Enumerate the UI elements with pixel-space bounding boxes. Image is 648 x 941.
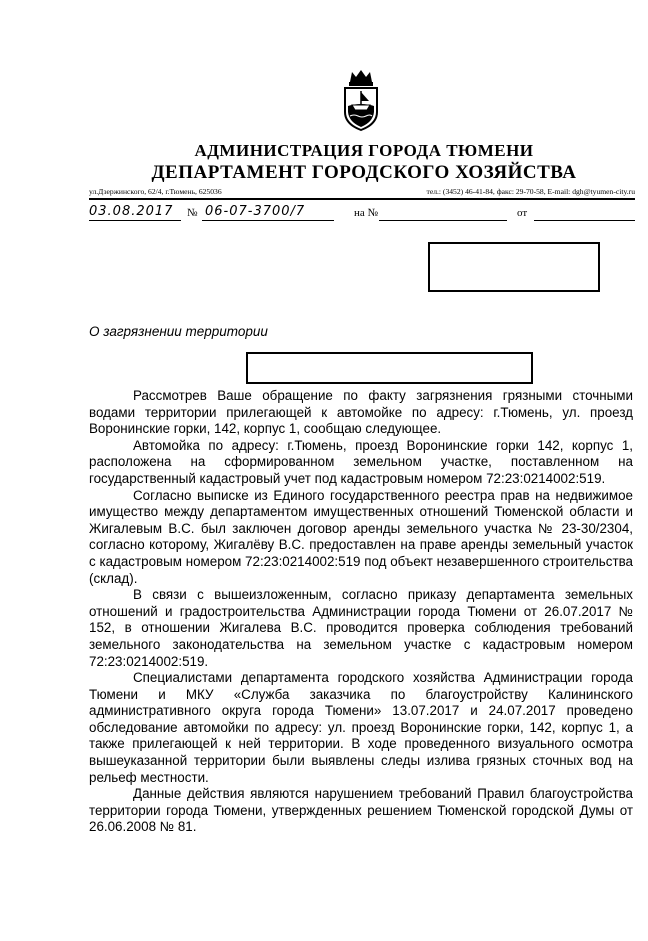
- body-paragraph: В связи с вышеизложенным, согласно приказу департамента земельных отношений и градостроительства Администрации города Тюмени от 26.07.2017 № 152, в отношении Жигалева В.С. проводится проверка соблюдения требований земельного законодательства на земельном участке с кадастровым номером 72:23:0214002:519.: [89, 587, 633, 669]
- redacted-salutation: [246, 352, 533, 384]
- number-underline: [202, 220, 334, 221]
- date-underline: [89, 220, 181, 221]
- body-paragraph: Согласно выписке из Единого государственного реестра прав на недвижимое имущество между департаментом имущественных отношений Тюменской области и Жигалевым В.С. был заключен договор аренды земельного участка № 23-30/2304, согласно которому, Жигалёву В.С. предоставлен на праве аренды земельный участок с кадастровым номером 72:23:0214002:519 под объект незавершенного строительства (склад).: [89, 487, 633, 586]
- registration-number: 06-07-3700/7: [205, 204, 306, 219]
- redacted-addressee: [428, 242, 600, 292]
- header-divider: [89, 198, 635, 200]
- reference-date-label: от: [517, 207, 528, 219]
- body-paragraph: Специалистами департамента городского хозяйства Администрации города Тюмени и МКУ «Служба заказчика по благоустройству Калининского административного округа города Тюмени» 13.07.2017 и 24.07.2017 проведено обследование автомойки по адресу: ул. проезд Воронинские горки, 142, корпус 1, а также прилегающей к ней территории. В ходе проведенного визуального осмотра вышеуказанной территории были выявлены следы излива грязных сточных вод на рельеф местности.: [89, 670, 633, 785]
- tyumen-coat-of-arms-icon: [340, 68, 382, 132]
- registration-number-label: №: [187, 207, 198, 219]
- phone-fax-email: тел.: (3452) 46-41-84, факс: 29-70-58, E-mail: dgh@tyumen-city.ru: [426, 187, 635, 196]
- reference-number-underline: [379, 220, 507, 221]
- reference-date-underline: [534, 220, 635, 221]
- department-title: ДЕПАРТАМЕНТ ГОРОДСКОГО ХОЗЯЙСТВА: [151, 162, 577, 183]
- registration-date: 03.08.2017: [89, 204, 174, 219]
- body-paragraph: Рассмотрев Ваше обращение по факту загрязнения грязными сточными водами территории прилегающей к автомойке по адресу: г.Тюмень, ул. проезд Воронинские горки, 142, корпус 1, сообщаю следующее.: [89, 388, 633, 437]
- body-paragraph: Автомойка по адресу: г.Тюмень, проезд Воронинские горки 142, корпус 1, расположена на сформированном земельном участке, поставленном на государственный кадастровый учет под кадастровым номером 72:23:0214002:519.: [89, 437, 633, 486]
- reference-number-label: на №: [354, 207, 379, 219]
- letter-body: [89, 388, 633, 836]
- organization-title: АДМИНИСТРАЦИЯ ГОРОДА ТЮМЕНИ: [194, 141, 534, 160]
- registration-row: [89, 205, 635, 225]
- body-paragraph: Данные действия являются нарушением требований Правил благоустройства территории города Тюмени, утвержденных решением Тюменской городской Думы от 26.06.2008 № 81.: [89, 786, 633, 835]
- letter-subject: О загрязнении территории: [89, 324, 268, 339]
- postal-address: ул.Дзержинского, 62/4, г.Тюмень, 625036: [89, 187, 222, 196]
